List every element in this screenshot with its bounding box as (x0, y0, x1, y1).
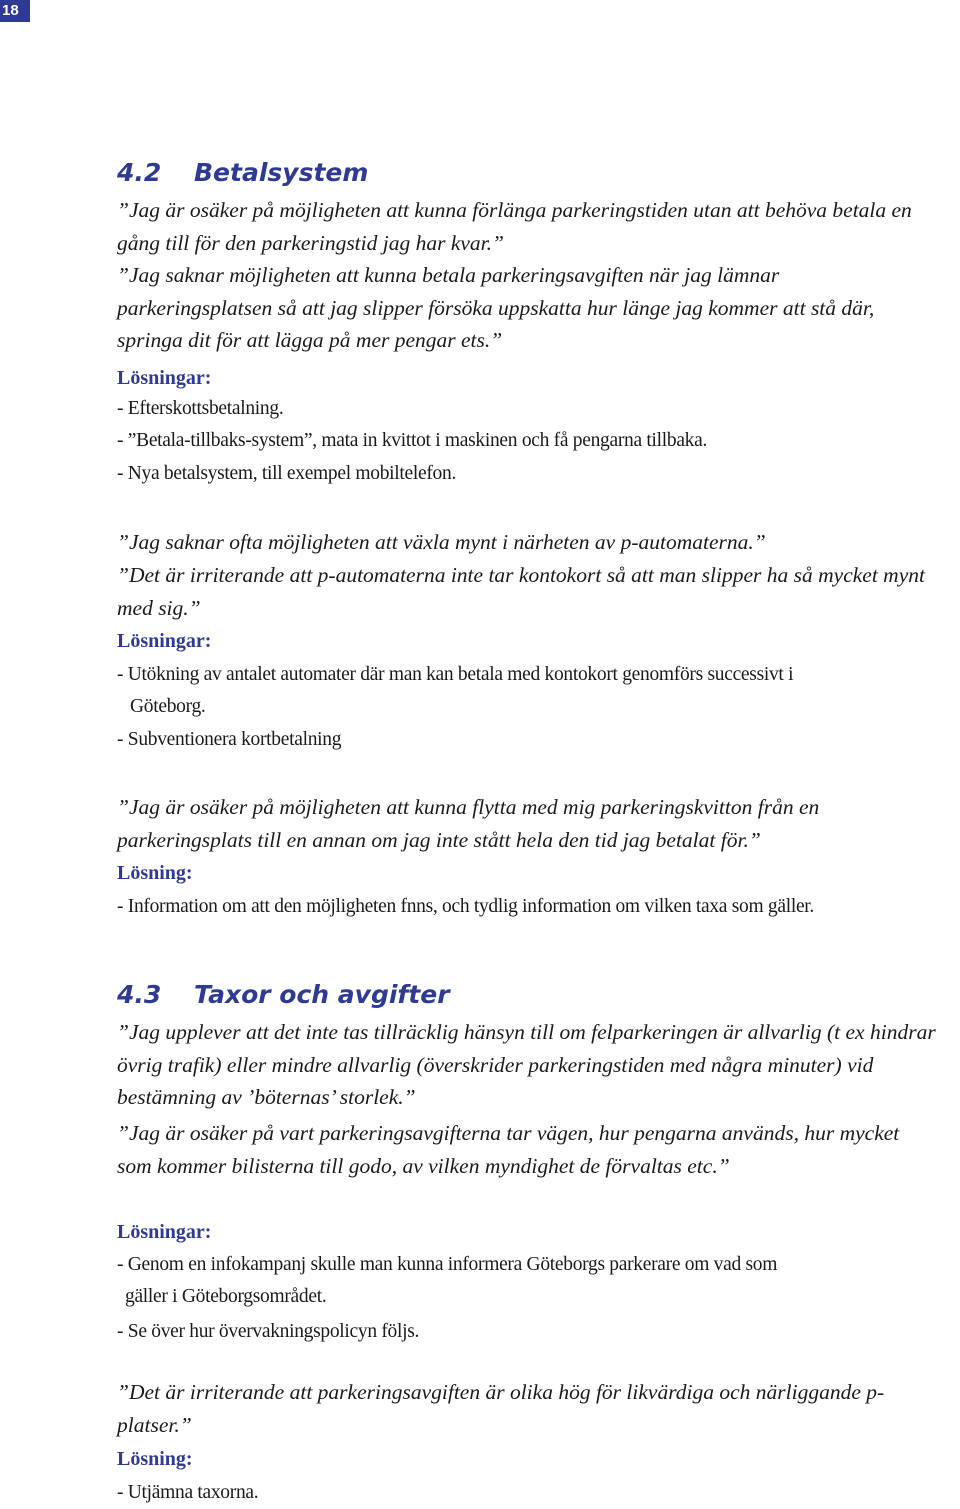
solution-label: Lösning: (117, 1448, 193, 1470)
solution-item-continuation: gäller i Göteborgsområdet. (125, 1286, 327, 1307)
solution-item: - Se över hur övervakningspolicyn följs. (117, 1321, 420, 1342)
quote-fine-severity: ”Jag upplever att det inte tas tillräcklig hänsyn till om felparkeringen är allvarlig (t ex hindrar övrig trafik) eller mindre allvarlig (överskrider parkeringstiden med några minuter) vid bestämning av ’böternas’ storlek.” (117, 1020, 936, 1109)
solution-item (117, 1249, 957, 1313)
section-title: Taxor och avgifter (194, 980, 450, 1009)
section-heading-4-3 (117, 979, 450, 1011)
solution-item: - Subventionera kortbetalning (117, 729, 342, 750)
solution-item: - Nya betalsystem, till exempel mobiltelefon. (117, 463, 457, 484)
quote-move-ticket: ”Jag är osäker på möjligheten att kunna flytta med mig parkeringskvitton från en parkeringsplats till en annan om jag inte stått hela den tid jag betalat för.” (117, 795, 820, 852)
solution-label: Lösning: (117, 862, 193, 884)
quote-change-coins: ”Jag saknar ofta möjligheten att växla mynt i närheten av p-automaterna.” (117, 530, 766, 554)
solution-item-text: - Utökning av antalet automater där man kan betala med kontokort genomförs successivt i (117, 664, 794, 685)
solutions-label: Lösningar: (117, 630, 212, 652)
solution-item: - Utjämna taxorna. (117, 1482, 259, 1503)
solution-item-text: - Genom en infokampanj skulle man kunna informera Göteborgs parkerare om vad som (117, 1254, 778, 1275)
solution-item (117, 659, 957, 723)
section-number: 4.2 (117, 158, 162, 187)
quote-card-payment: ”Det är irriterande att p-automaterna inte tar kontokort så att man slipper ha så mycket mynt med sig.” (117, 563, 925, 620)
solution-item: - Information om att den möjligheten fnns, och tydlig information om vilken taxa som gäller. (117, 896, 815, 917)
solution-item: - Efterskottsbetalning. (117, 398, 284, 419)
quote-pay-on-exit: ”Jag saknar möjligheten att kunna betala parkeringsavgiften när jag lämnar parkeringsplatsen så att jag slipper försöka uppskatta hur länge jag kommer att stå där, springa dit för att lägga på mer pengar ets.” (117, 263, 875, 352)
solution-item: - ”Betala-tillbaks-system”, mata in kvittot i maskinen och få pengarna tillbaka. (117, 430, 708, 451)
solutions-label: Lösningar: (117, 367, 212, 389)
solutions-label: Lösningar: (117, 1221, 212, 1243)
solution-item-continuation: Göteborg. (130, 696, 206, 717)
page-number: 18 (0, 0, 30, 22)
section-title: Betalsystem (194, 158, 369, 187)
quote-fee-differences: ”Det är irriterande att parkeringsavgiften är olika hög för likvärdiga och närliggande p-platser.” (117, 1380, 885, 1437)
section-number: 4.3 (117, 980, 162, 1009)
quote-extend-parking: ”Jag är osäker på möjligheten att kunna förlänga parkeringstiden utan att behöva betala en gång till för den parkeringstid jag har kvar.” (117, 198, 912, 255)
section-heading-4-2 (117, 157, 368, 189)
quote-fee-usage: ”Jag är osäker på vart parkeringsavgifterna tar vägen, hur pengarna används, hur mycket som kommer bilisterna till godo, av vilken myndighet de förvaltas etc.” (117, 1121, 900, 1178)
